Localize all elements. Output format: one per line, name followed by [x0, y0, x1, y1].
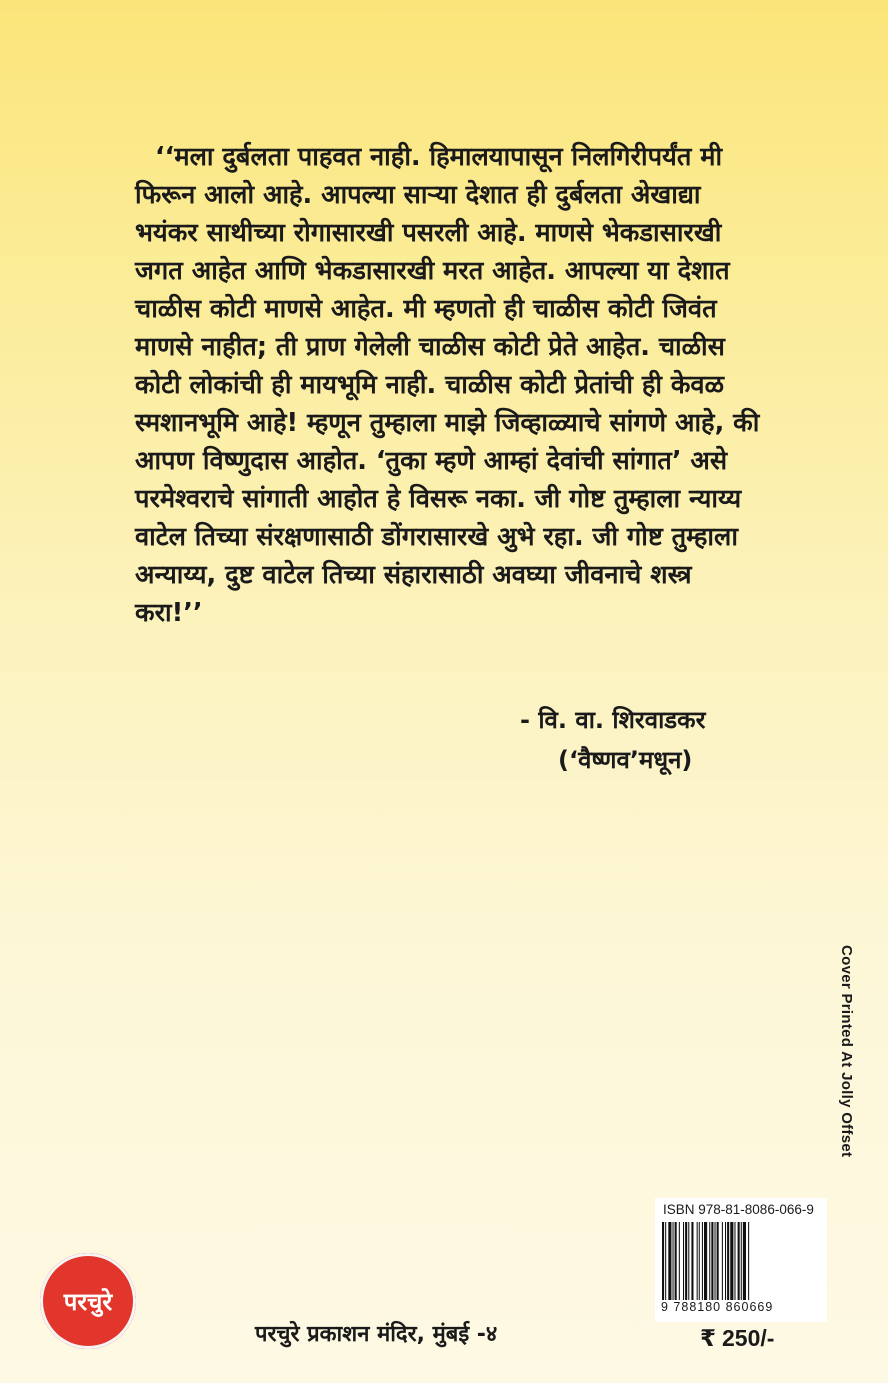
quote-line: वाटेल तिच्या संरक्षणासाठी डोंगरासारखे अुभे रहा. जी गोष्ट तुम्हाला [135, 522, 738, 552]
author-name: - वि. वा. शिरवाडकर [520, 706, 706, 734]
printer-credit: Cover Printed At Jolly Offset [838, 945, 855, 1158]
barcode-digits: 9 788180 860669 [661, 1300, 774, 1314]
quote-line: स्मशानभूमि आहे! म्हणून तुम्हाला माझे जिव्हाळ्याचे सांगणे आहे, की [135, 408, 760, 438]
quote-line: आपण विष्णुदास आहोत. ‘तुका म्हणे आम्हां देवांची सांगात’ असे [135, 446, 728, 476]
quote-line: अन्याय्य, दुष्ट वाटेल तिच्या संहारासाठी अवघ्या जीवनाचे शस्त्र [135, 560, 692, 590]
quote-line: कोटी लोकांची ही मायभूमि नाही. चाळीस कोटी प्रेतांची ही केवळ [135, 370, 724, 400]
quote-line: जगत आहेत आणि भेकडासारखी मरत आहेत. आपल्या या देशात [135, 256, 730, 286]
isbn-label: ISBN 978-81-8086-066-9 [663, 1202, 814, 1217]
quote-line: करा!’’ [135, 598, 203, 628]
quote-block [135, 138, 825, 632]
price [700, 1325, 774, 1352]
logo-text: परचुरे [63, 1287, 113, 1316]
quote-line: चाळीस कोटी माणसे आहेत. मी म्हणतो ही चाळीस कोटी जिवंत [135, 294, 717, 324]
attribution [520, 700, 705, 780]
quote-line: ‘‘मला दुर्बलता पाहवत नाही. हिमालयापासून निलगिरीपर्यंत मी [155, 142, 723, 172]
barcode-icon [661, 1222, 821, 1300]
publisher-name: परचुरे प्रकाशन मंदिर, मुंबई -४ [255, 1322, 498, 1347]
price-amount: 250/- [722, 1325, 775, 1351]
quote-line: परमेश्वराचे सांगाती आहोत हे विसरू नका. जी गोष्ट तुम्हाला न्याय्य [135, 484, 742, 514]
quote-line: माणसे नाहीत; ती प्राण गेलेली चाळीस कोटी प्रेते आहेत. चाळीस [135, 332, 725, 362]
quote-line: भयंकर साथीच्या रोगासारखी पसरली आहे. माणसे भेकडासारखी [135, 218, 722, 248]
rupee-icon: ₹ [700, 1326, 717, 1352]
publisher-logo [40, 1253, 136, 1349]
quote-source: (‘वैष्णव’मधून) [558, 746, 693, 774]
isbn-barcode-block [655, 1198, 827, 1322]
quote-line: फिरून आलो आहे. आपल्या साऱ्या देशात ही दुर्बलता अेखाद्या [135, 180, 701, 210]
